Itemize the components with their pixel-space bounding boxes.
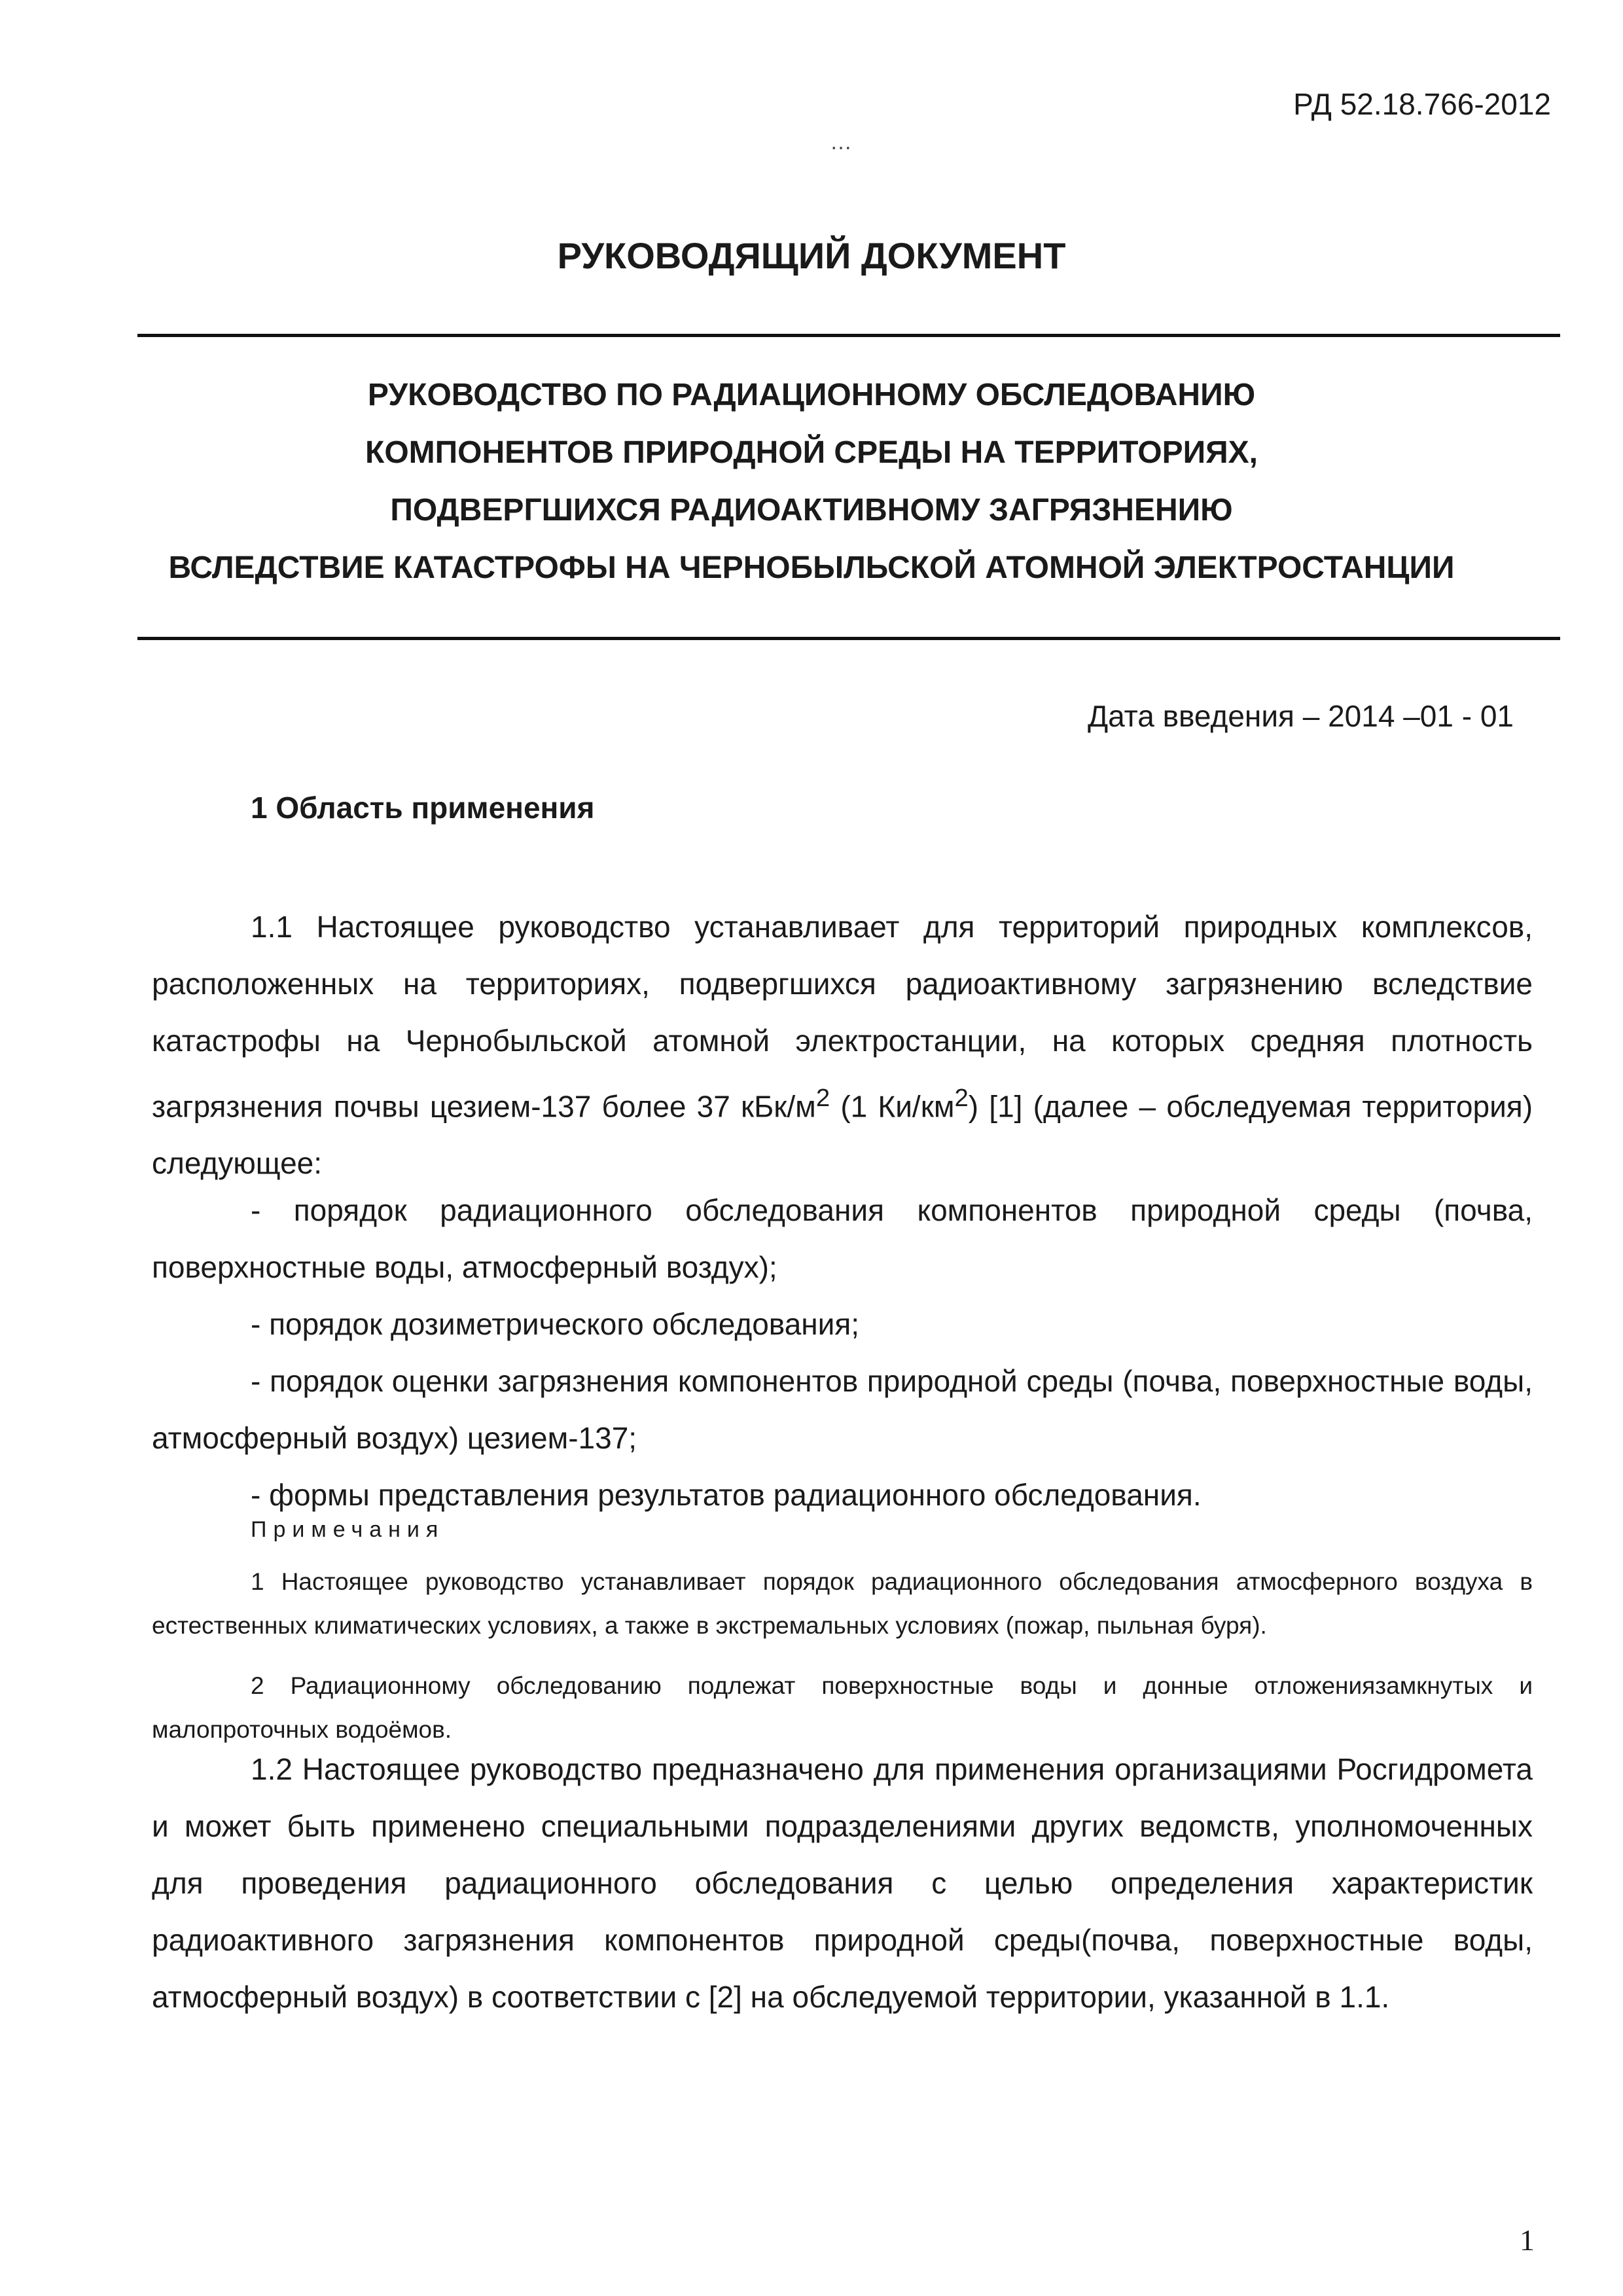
- page-number: 1: [1520, 2223, 1535, 2257]
- document-kind-heading: РУКОВОДЯЩИЙ ДОКУМЕНТ: [557, 235, 1066, 276]
- note-item: [152, 1560, 1533, 1647]
- section-heading: 1 Область применения: [251, 791, 595, 825]
- scope-list: [152, 1182, 1533, 1524]
- title-line: КОМПОНЕНТОВ ПРИРОДНОЙ СРЕДЫ НА ТЕРРИТОРИЯХ,: [365, 435, 1258, 470]
- note-item: [152, 1664, 1533, 1751]
- top-divider: [137, 334, 1560, 337]
- document-code: РД 52.18.766-2012: [1293, 87, 1551, 121]
- paragraph-1-1: [152, 899, 1533, 1192]
- list-item: - порядок радиационного обследования компонентов природной среды (почва, поверхностные воды, атмосферный воздух);: [152, 1193, 1533, 1284]
- paragraph-text: 1.2 Настоящее руководство предназначено для применения организациями Росгидромета и может быть применено специальными подразделениями других ведомств, уполномоченных для проведения радиационного обследования с целью определения характеристик радиоактивного загрязнения компонентов природной среды(почва, поверхностные воды, атмосферный воздух) в соответствии с [2] на обследуемой территории, указанной в 1.1.: [152, 1752, 1533, 2014]
- note-text: 2 Радиационному обследованию подлежат поверхностные воды и донные отложениязамкнутых и малопроточных водоёмов.: [152, 1672, 1533, 1743]
- title-line: РУКОВОДСТВО ПО РАДИАЦИОННОМУ ОБСЛЕДОВАНИЮ: [367, 378, 1256, 412]
- header-ellipsis: …: [830, 130, 852, 154]
- paragraph-text: ) [1] (далее – обследуемая территория) следующее:: [152, 1089, 1533, 1181]
- note-text: 1 Настоящее руководство устанавливает порядок радиационного обследования атмосферного воздуха в естественных климатических условиях, а также в экстремальных условиях (пожар, пыльная буря).: [152, 1568, 1533, 1639]
- title-line: ПОДВЕРГШИХСЯ РАДИОАКТИВНОМУ ЗАГРЯЗНЕНИЮ: [390, 493, 1233, 528]
- paragraph-text: 1.1 Настоящее руководство устанавливает для территорий природных комплексов, расположенных на территориях, подвергшихся радиоактивному загрязнению вследствие катастрофы на Чернобыльской атомной электростанции, на которых средняя плотность загрязнения почвы цезием-137 более 37 кБк/м: [152, 910, 1533, 1124]
- superscript: 2: [815, 1084, 830, 1112]
- document-title: [0, 367, 1623, 597]
- superscript: 2: [954, 1084, 969, 1112]
- list-item: - порядок оценки загрязнения компонентов природной среды (почва, поверхностные воды, атмосферный воздух) цезием-137;: [152, 1364, 1533, 1455]
- title-line: ВСЛЕДСТВИЕ КАТАСТРОФЫ НА ЧЕРНОБЫЛЬСКОЙ АТОМНОЙ ЭЛЕКТРОСТАНЦИИ: [168, 550, 1455, 585]
- introduction-date: Дата введения – 2014 –01 - 01: [1087, 699, 1514, 733]
- paragraph-text: (1 Ки/км: [830, 1089, 955, 1124]
- notes-heading: Примечания: [251, 1517, 445, 1542]
- paragraph-1-2: [152, 1741, 1533, 2026]
- list-item: - формы представления результатов радиационного обследования.: [251, 1478, 1202, 1512]
- bottom-divider: [137, 637, 1560, 640]
- list-item: - порядок дозиметрического обследования;: [251, 1307, 860, 1341]
